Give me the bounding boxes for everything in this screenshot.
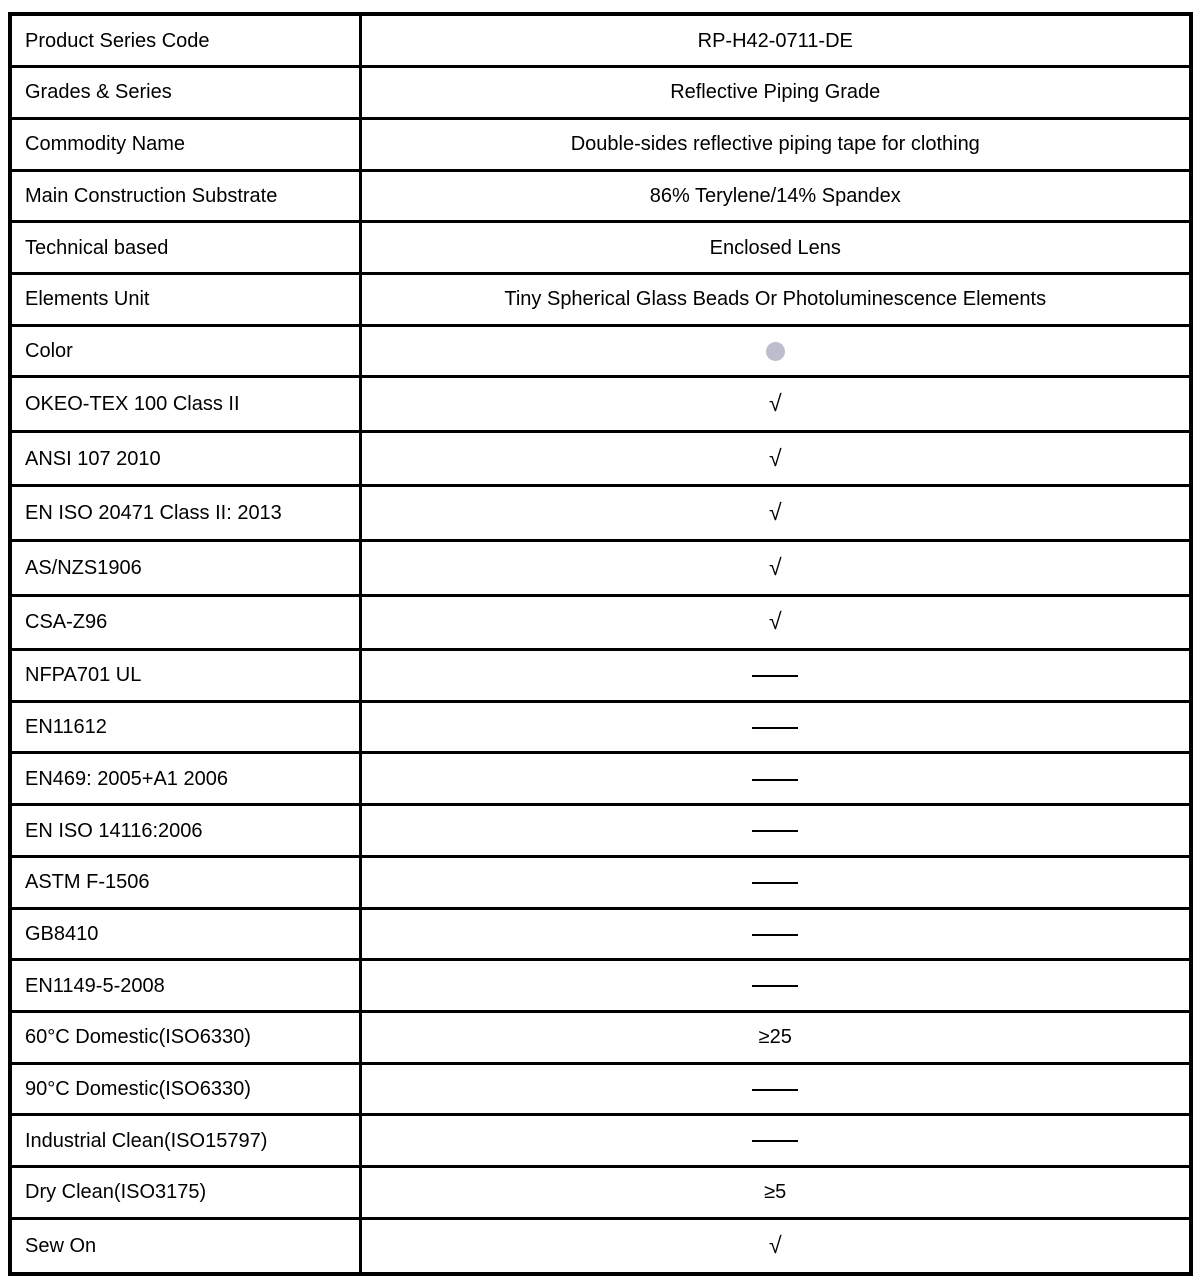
spec-table-body xyxy=(10,14,1191,1274)
row-label: ASTM F-1506 xyxy=(10,856,360,908)
na-dash-icon xyxy=(752,1089,798,1091)
table-row xyxy=(10,1167,1191,1219)
row-label: Grades & Series xyxy=(10,67,360,119)
row-value xyxy=(360,540,1191,595)
row-label: EN469: 2005+A1 2006 xyxy=(10,753,360,805)
table-row xyxy=(10,650,1191,702)
check-mark-icon: √ xyxy=(768,390,782,417)
row-value xyxy=(360,1063,1191,1115)
row-value: RP-H42-0711-DE xyxy=(360,14,1191,67)
row-label: Commodity Name xyxy=(10,118,360,170)
row-value: ≥25 xyxy=(360,1011,1191,1063)
table-row xyxy=(10,222,1191,274)
na-dash-icon xyxy=(752,675,798,677)
row-value: Enclosed Lens xyxy=(360,222,1191,274)
na-dash-icon xyxy=(752,985,798,987)
table-row xyxy=(10,67,1191,119)
row-value xyxy=(360,908,1191,960)
table-row xyxy=(10,431,1191,486)
row-label: EN11612 xyxy=(10,701,360,753)
row-value xyxy=(360,595,1191,650)
table-row xyxy=(10,540,1191,595)
row-value: ≥5 xyxy=(360,1167,1191,1219)
row-label: ANSI 107 2010 xyxy=(10,431,360,486)
row-label: Color xyxy=(10,325,360,377)
table-row xyxy=(10,14,1191,67)
row-label: Product Series Code xyxy=(10,14,360,67)
table-row xyxy=(10,701,1191,753)
row-value xyxy=(360,805,1191,857)
row-value xyxy=(360,1218,1191,1274)
row-label: Industrial Clean(ISO15797) xyxy=(10,1115,360,1167)
row-value: 86% Terylene/14% Spandex xyxy=(360,170,1191,222)
row-label: 90°C Domestic(ISO6330) xyxy=(10,1063,360,1115)
na-dash-icon xyxy=(752,830,798,832)
color-swatch-dot-icon xyxy=(766,342,785,361)
row-label: GB8410 xyxy=(10,908,360,960)
check-mark-icon: √ xyxy=(768,499,782,526)
check-mark-icon: √ xyxy=(768,553,782,580)
row-value xyxy=(360,1115,1191,1167)
row-value xyxy=(360,325,1191,377)
row-value xyxy=(360,960,1191,1012)
row-label: AS/NZS1906 xyxy=(10,540,360,595)
row-label: EN ISO 14116:2006 xyxy=(10,805,360,857)
table-row xyxy=(10,595,1191,650)
table-row xyxy=(10,753,1191,805)
table-row xyxy=(10,377,1191,432)
row-label: Dry Clean(ISO3175) xyxy=(10,1167,360,1219)
table-row xyxy=(10,170,1191,222)
check-mark-icon: √ xyxy=(768,1232,782,1259)
row-label: EN1149-5-2008 xyxy=(10,960,360,1012)
table-row xyxy=(10,1011,1191,1063)
table-row xyxy=(10,908,1191,960)
row-value xyxy=(360,486,1191,541)
row-value xyxy=(360,650,1191,702)
row-value: Double-sides reflective piping tape for clothing xyxy=(360,118,1191,170)
row-value xyxy=(360,856,1191,908)
check-mark-icon: √ xyxy=(768,444,782,471)
table-row xyxy=(10,118,1191,170)
table-row xyxy=(10,486,1191,541)
table-row xyxy=(10,1063,1191,1115)
na-dash-icon xyxy=(752,727,798,729)
row-label: EN ISO 20471 Class II: 2013 xyxy=(10,486,360,541)
table-row xyxy=(10,273,1191,325)
table-row xyxy=(10,1115,1191,1167)
row-value xyxy=(360,753,1191,805)
row-value xyxy=(360,377,1191,432)
table-row xyxy=(10,960,1191,1012)
na-dash-icon xyxy=(752,779,798,781)
row-label: Main Construction Substrate xyxy=(10,170,360,222)
row-label: CSA-Z96 xyxy=(10,595,360,650)
row-value: Tiny Spherical Glass Beads Or Photoluminescence Elements xyxy=(360,273,1191,325)
row-label: Elements Unit xyxy=(10,273,360,325)
table-row xyxy=(10,856,1191,908)
row-value: Reflective Piping Grade xyxy=(360,67,1191,119)
table-row xyxy=(10,805,1191,857)
table-row xyxy=(10,1218,1191,1274)
row-label: Technical based xyxy=(10,222,360,274)
row-label: Sew On xyxy=(10,1218,360,1274)
product-spec-table xyxy=(8,12,1193,1276)
na-dash-icon xyxy=(752,882,798,884)
row-label: OKEO-TEX 100 Class II xyxy=(10,377,360,432)
row-value xyxy=(360,701,1191,753)
row-label: NFPA701 UL xyxy=(10,650,360,702)
check-mark-icon: √ xyxy=(768,608,782,635)
na-dash-icon xyxy=(752,1140,798,1142)
na-dash-icon xyxy=(752,934,798,936)
row-label: 60°C Domestic(ISO6330) xyxy=(10,1011,360,1063)
row-value xyxy=(360,431,1191,486)
table-row xyxy=(10,325,1191,377)
